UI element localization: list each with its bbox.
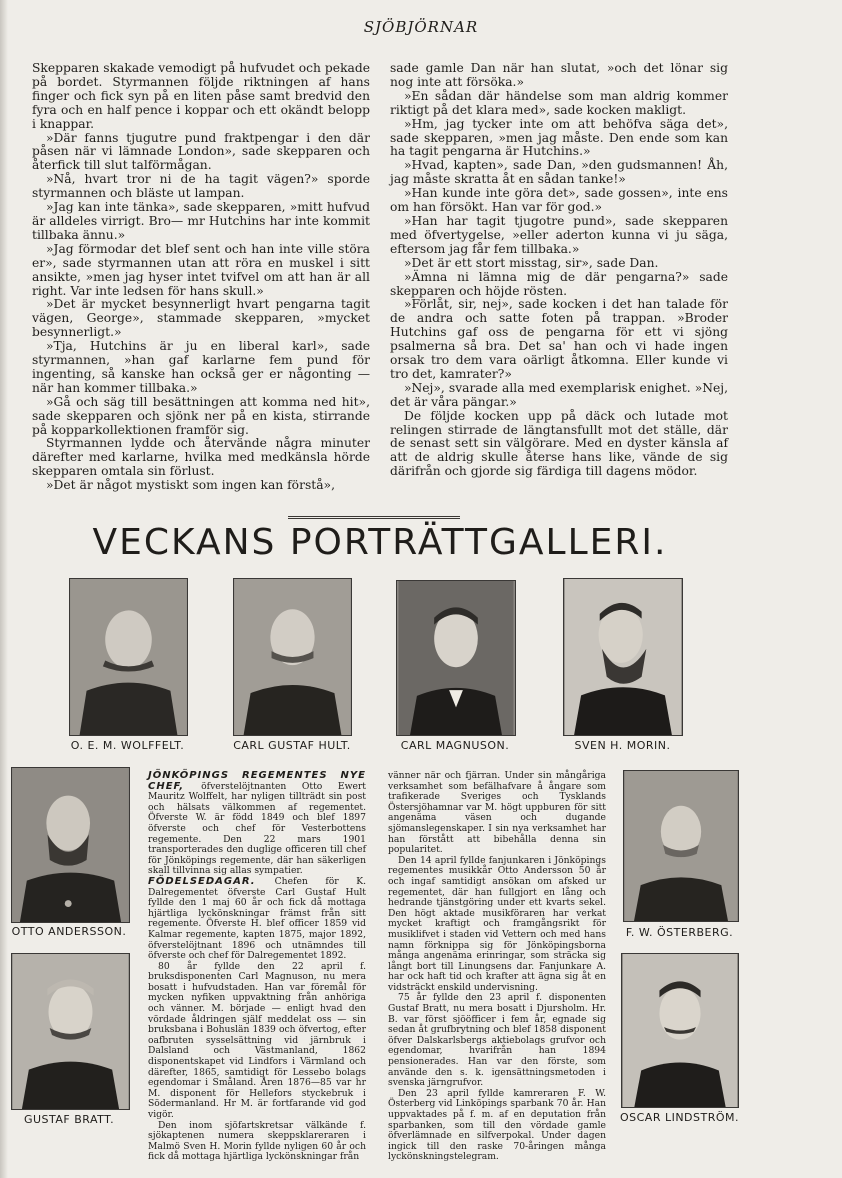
paragraph: »Han har tagit tjugotre pund», sade skepparen med öfvertygelse, »eller aderton kunna vi ju säga, eftersom jag får fem tillbaka.» (390, 213, 728, 256)
portrait-gentleman-icon (397, 581, 515, 735)
note-text: Den inom sjöfartskretsar välkände f. sjökaptenen numera skeppsklareraren i Malmö Sven H. Morin fyllde nyligen 60 år och fick då mottaga hjärtliga lyckönskningar från (148, 1119, 366, 1163)
note-heading: FÖDELSEDAGAR. (148, 875, 275, 887)
gallery-title: VECKANS PORTRÄTTGALLERI. (92, 522, 668, 563)
portrait-photo (11, 953, 130, 1110)
paragraph: Skepparen skakade vemodigt på hufvudet och pekade på bordet. Styrmannen följde riktningen af hans finger och fick syn på en liten påse samt bredvid den fyra och en half pence i koppar och ett okändt belopp i knappar. (32, 61, 370, 131)
caption-osterberg: F. W. ÖSTERBERG. (625, 926, 734, 939)
paragraph: »Hm, jag tycker inte om att behöfva säga det», sade skepparen, »men jag måste. Den ende som kan ha tagit pengarna är Hutchins.» (390, 116, 728, 159)
portrait-photo (396, 580, 516, 736)
portrait-gentleman-icon (564, 579, 682, 735)
portrait-officer-icon (12, 768, 129, 922)
caption-wolffelt: O. E. M. WOLFFELT. (70, 739, 185, 752)
note-paragraph: Den 14 april fyllde fanjunkaren i Jönköpings regementes musikkår Otto Andersson 50 år och ingaf samtidigt ansökan om afsked ur regementet, där han fullgjort en lång och hedrande tjänstgöring under ett kvarts sekel. Den högt aktade musikföraren har verkat mycket kraftigt och framgångsrikt för musiklifvet i staden vid Vettern och med hans namn förknippa sig för Jönköpingsborna många angenäma erinringar, som sträcka sig långt bort till Linungsens dar. Fanjunkare A. har ock haft tid och krafter att ägna sig åt en vidsträckt enskild undervisning. (388, 854, 606, 993)
note-paragraph (148, 962, 366, 1121)
page-fold-shadow (0, 0, 8, 1178)
paragraph: »Gå och säg till besättningen att komma ned hit», sade skepparen och sjönk ner på en kista, stirrande på kopparkollektionen framför sig. (32, 394, 370, 437)
paragraph: »Jag kan inte tänka», sade skepparen, »mitt hufvud är alldeles virrigt. Bro— mr Hutchins har inte kommit tillbaka ännu.» (32, 200, 370, 242)
note-paragraph (148, 771, 366, 877)
note-paragraph (148, 877, 366, 962)
portrait-photo (563, 578, 683, 736)
portrait-officer-icon (70, 579, 187, 735)
paragraph: »Nej», svarade alla med exemplarisk enighet. »Nej, det är våra pängar.» (390, 380, 728, 409)
paragraph: »Hvad, kapten», sade Dan, »den gudsmannen! Åh, jag måste skratta åt en sådan tanke!» (390, 158, 728, 187)
caption-andersson: OTTO ANDERSSON. (11, 925, 127, 938)
paragraph: »Jag förmodar det blef sent och han inte ville störa er», sade styrmannen utan att röra en muskel i sitt ansikte, »men jag hyser intet tvifvel om att han är all right. Var inte ledsen för hans skull.» (32, 241, 370, 298)
note-paragraph (148, 1121, 366, 1163)
portrait-gentleman-icon (624, 771, 738, 921)
paragraph: »Det är något mystiskt som ingen kan förstå», (46, 478, 335, 493)
notes-column-2 (388, 771, 606, 1163)
caption-magnuson: CARL MAGNUSON. (400, 739, 510, 752)
paragraph: »Nå, hvart tror ni de ha tagit vägen?» sporde styrmannen och bläste ut lampan. (32, 172, 370, 201)
paragraph: »Ämna ni lämna mig de där pengarna?» sade skepparen och höjde rösten. (390, 269, 728, 298)
portrait-photo (11, 767, 130, 923)
note-paragraph: 75 år fyllde den 23 april f. disponenten Gustaf Bratt, nu mera bosatt i Djursholm. Hr. B. var först sjööfficer i fem år, egnade sig sedan åt grufbrytning och blef 1858 disponent öfver Dalskarlsbergs aktiebolags grufvor och egendomar, hvarifrån han 1894 pensionerades. Han var den förste, som använde den s. k. igensättningsmetoden i svenska järngrufvor. (388, 992, 606, 1089)
caption-morin: SVEN H. MORIN. (574, 739, 671, 752)
portrait-gentleman-icon (12, 954, 129, 1109)
note-text: Chefen för K. Dalregementet öfverste Carl Gustaf Hult fyllde den 1 maj 60 år och fick då mottaga hjärtliga lyckönskningar främst från sitt regemente. Öfverste H. blef officer 1859 vid Kalmar regemente, kapten 1875, major 1892, öfverstelöjtnant 1896 och utnämndes till öfverste och chef för Dalregementet 1892. (148, 875, 366, 962)
running-header: SJÖBJÖRNAR (363, 18, 479, 36)
paragraph: »Tja, Hutchins är ju en liberal karl», sade styrmannen, »han gaf karlarne fem pund för ingenting, så kanske han också ger er någonting — när han kommer tillbaka.» (32, 339, 370, 395)
note-text: öfverstelöjtnanten Otto Ewert Mauritz Wolffelt, har nyligen tillträdt sin post och hälsats välkommen af regementet. Öfverste W. är född 1849 och blef 1897 öfverste och chef för Vesterbottens regemente. Den 22 mars 1901 transporterades den duglige officeren till chef för Jönköpings regemente, där han säkerligen skall tillvinna sig allas sympatier. (148, 780, 366, 877)
paragraph: »Där fanns tjugutre pund fraktpengar i den där påsen när vi lämnade London», sade skepparen och återfick till slut talförmågan. (32, 130, 370, 173)
paragraph: De följde kocken upp på däck och lutade mot relingen stirrade de längtansfullt mot det ställe, där de senast sett sin välgörare. Med en dyster känsla af att de aldrig skulle återse hans like, vände de sig därifrån och gjorde sig färdiga till dagens mödor. (390, 408, 728, 479)
portrait-photo (233, 578, 352, 736)
portrait-photo (621, 953, 739, 1108)
note-text: 80 år fyllde den 22 april f. bruksdisponenten Carl Magnuson, nu mera bosatt i hufvudstaden. Han var föremål för mycken nyfiken uppvaktning från anhöriga och vänner. M. började — enligt hvad den vördade åldringen själf meddelat oss — sin bruksbana i Bohuslän 1839 och öfvertog, efter oafbruten sysselsättning vid järnbruk i Dalsland och Västmanland, 1862 disponentskapet vid Lindfors i Värmland och därefter, 1865, samtidigt för Lessebo bolags egendomar i Småland. Åren 1876—85 var hr M. disponent för Hellefors styckebruk i Södermanland. Hr M. är fortfarande vid god vigör. (148, 960, 366, 1120)
paragraph: Styrmannen lydde och återvände några minuter därefter med karlarne, hvilka med medkänsla hörde skepparen omtala sin förlust. (32, 436, 370, 479)
paragraph: »Det är ett stort misstag, sir», sade Dan. (404, 255, 659, 270)
caption-lindstrom: OSCAR LINDSTRÖM. (619, 1111, 740, 1124)
portrait-photo (69, 578, 188, 736)
paragraph: »Förlåt, sir, nej», sade kocken i det han talade för de andra och satte foten på trappan. »Broder Hutchins gaf oss de pengarna för ett vi sjöng psalmerna så bra. Det sa' han och vi hade ingen orsak tro dem vara oärligt åtkomna. Eller kunde vi tro det, kamrater?» (390, 297, 728, 381)
paragraph: »Det är mycket besynnerligt hvart pengarna tagit vägen, George», stammade skepparen, »mycket besynnerligt.» (32, 297, 370, 340)
story-right-column (390, 62, 728, 479)
story-left-column (32, 62, 370, 493)
portrait-gentleman-icon (622, 954, 738, 1107)
portrait-photo (623, 770, 739, 922)
note-paragraph: Den 23 april fyllde kamreraren F. W. Österberg vid Linköpings sparbank 70 år. Han uppvaktades på f. m. af en deputation från sparbanken, som till den vördade gamle öfverlämnade en silfverpokal. Under dagen ingick till den raske 70-åringen många lyckönskningstelegram. (388, 1087, 606, 1163)
paragraph: »En sådan där händelse som man aldrig kommer riktigt på det klara med», sade kocken makligt. (390, 88, 728, 117)
portrait-officer-icon (234, 579, 351, 735)
note-heading: JÖNKÖPINGS REGEMENTES NYE CHEF, (148, 770, 366, 792)
note-paragraph: vänner när och fjärran. Under sin mångåriga verksamhet som befälhafvare å ångare som trafikerade Sveriges och Tysklands Östersjöhamnar var M. högt uppburen för sitt angenäma väsen och dugande sjömanslegenskaper. I sin nya verksamhet har han förstått att bibehålla denna sin popularitet. (388, 770, 606, 856)
caption-hult: CARL GUSTAF HULT. (233, 739, 351, 752)
caption-bratt: GUSTAF BRATT. (23, 1113, 115, 1126)
paragraph: sade gamle Dan när han slutat, »och det lönar sig nog inte att försöka.» (390, 61, 728, 89)
section-divider (288, 516, 460, 519)
paragraph: »Han kunde inte göra det», sade gossen», inte ens om han försökt. Han var för god.» (390, 186, 728, 215)
notes-column-1 (148, 771, 366, 1163)
